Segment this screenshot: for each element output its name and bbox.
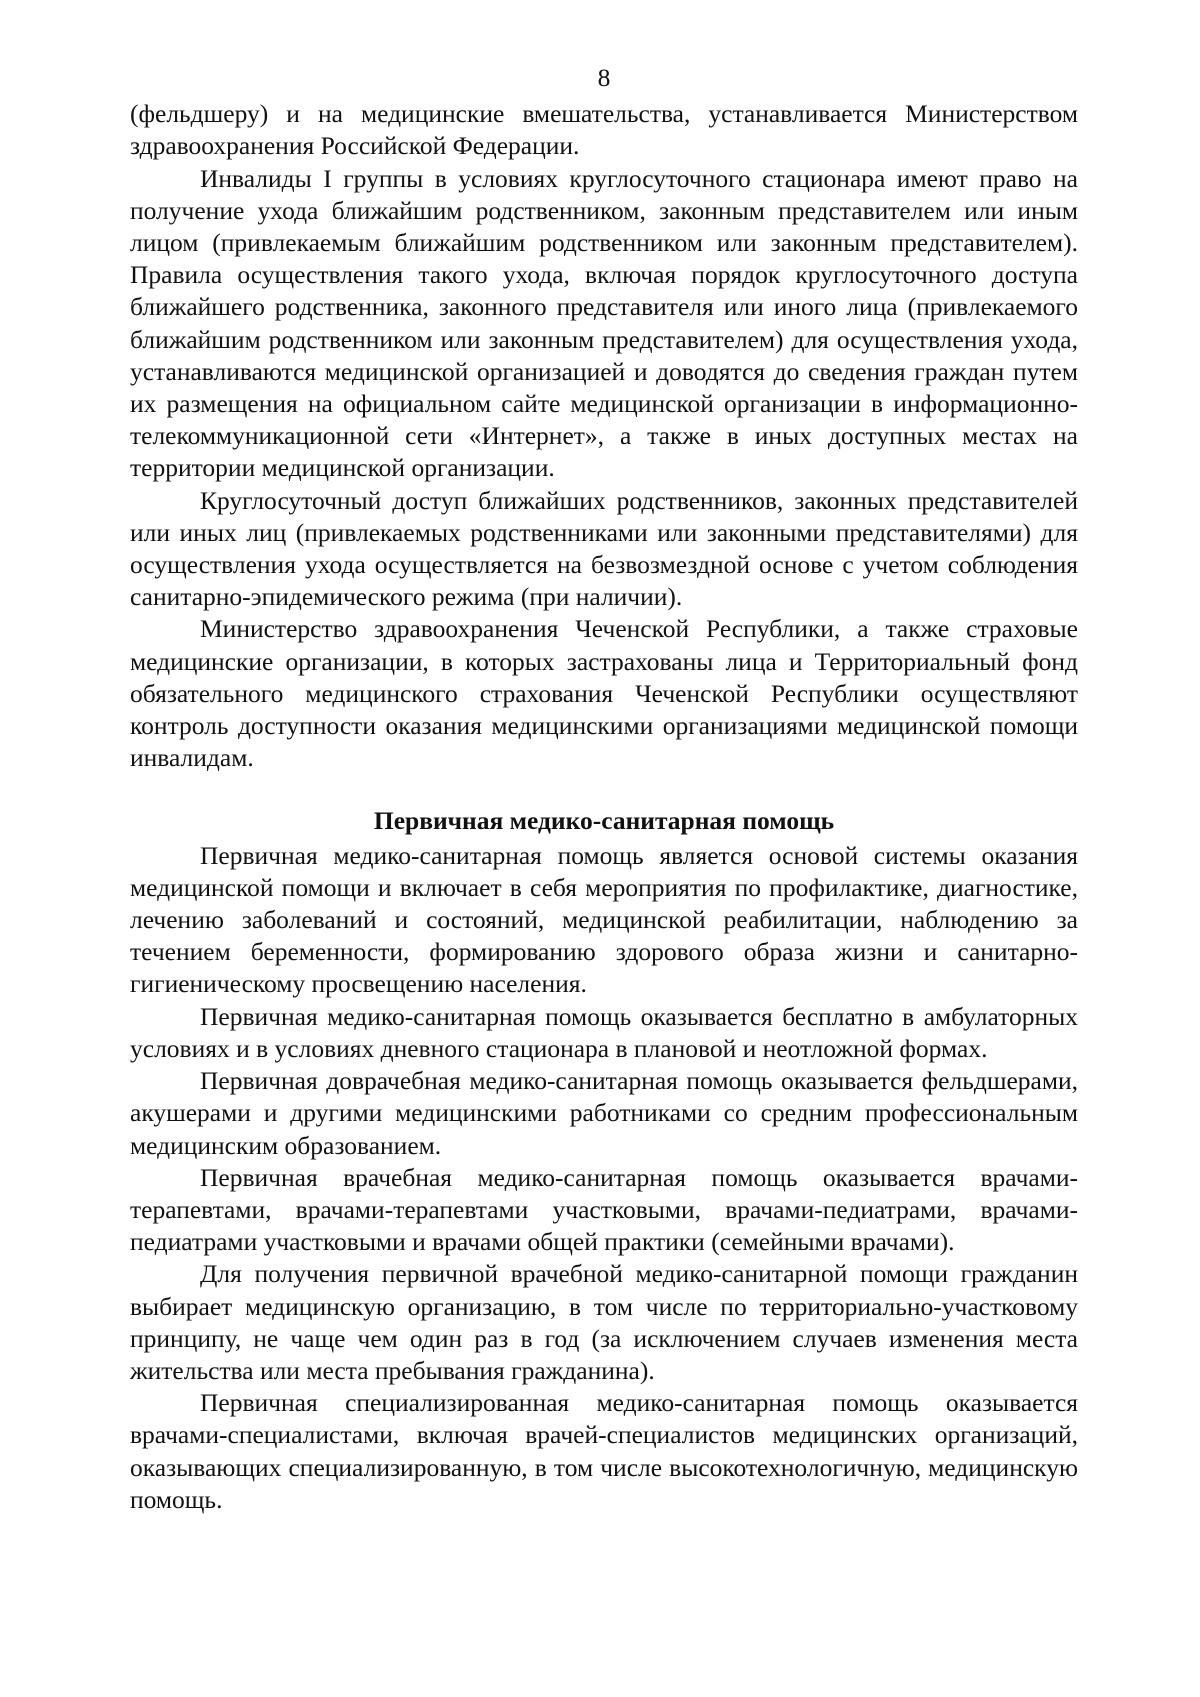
paragraph-specialized-care: Первичная специализированная медико-санитарная помощь оказывается врачами-специалистами, включая врачей-специалистов медицинских организаций, оказывающих специализированную, в том числе высокотехнологичную, медицинскую помощь. xyxy=(130,1388,1078,1514)
paragraph-continuation: (фельдшеру) и на медицинские вмешательства, устанавливается Министерством здравоохранения Российской Федерации. xyxy=(130,99,1078,161)
document-page xyxy=(130,62,1078,1516)
paragraph-pre-physician-care: Первичная доврачебная медико-санитарная помощь оказывается фельдшерами, акушерами и другими медицинскими работниками со средним профессиональным медицинским образованием. xyxy=(130,1066,1078,1160)
paragraph-disabled-care: Инвалиды I группы в условиях круглосуточного стационара имеют право на получение ухода ближайшим родственником, законным представителем или иным лицом (привлекаемым ближайшим родственником или законным представителем). Правила осуществления такого ухода, включая порядок круглосуточного доступа ближайшего родственника, законного представителя или иного лица (привлекаемого ближайшим родственником или законным представителем) для осуществления ухода, устанавливаются медицинской организацией и доводятся до сведения граждан путем их размещения на официальном сайте медицинской организации в информационно-телекоммуникационной сети «Интернет», а также в иных доступных местах на территории медицинской организации. xyxy=(130,163,1078,483)
paragraph-ministry-control: Министерство здравоохранения Чеченской Республики, а также страховые медицинские организации, в которых застрахованы лица и Территориальный фонд обязательного медицинского страхования Чеченской Республики осуществляют контроль доступности оказания медицинскими организациями медицинской помощи инвалидам. xyxy=(130,614,1078,773)
paragraph-primary-care-free: Первичная медико-санитарная помощь оказывается бесплатно в амбулаторных условиях и в условиях дневного стационара в плановой и неотложной формах. xyxy=(130,1001,1078,1063)
page-number: 8 xyxy=(597,63,611,92)
paragraph-choice-of-organization: Для получения первичной врачебной медико-санитарной помощи гражданин выбирает медицинскую организацию, в том числе по территориально-участковому принципу, не чаще чем один раз в год (за исключением случаев изменения места жительства или места пребывания гражданина). xyxy=(130,1259,1078,1385)
paragraph-primary-care-basis: Первичная медико-санитарная помощь является основой системы оказания медицинской помощи и включает в себя мероприятия по профилактике, диагностике, лечению заболеваний и состояний, медицинской реабилитации, наблюдению за течением беременности, формированию здорового образа жизни и санитарно-гигиеническому просвещению населения. xyxy=(130,840,1078,999)
paragraph-round-the-clock-access: Круглосуточный доступ ближайших родственников, законных представителей или иных лиц (привлекаемых родственниками или законными представителями) для осуществления ухода осуществляется на безвозмездной основе с учетом соблюдения санитарно-эпидемического режима (при наличии). xyxy=(130,485,1078,612)
paragraph-physician-care: Первичная врачебная медико-санитарная помощь оказывается врачами-терапевтами, врачами-терапевтами участковыми, врачами-педиатрами, врачами-педиатрами участковыми и врачами общей практики (семейными врачами). xyxy=(130,1162,1078,1257)
section-heading: Первичная медико-санитарная помощь xyxy=(373,806,835,836)
